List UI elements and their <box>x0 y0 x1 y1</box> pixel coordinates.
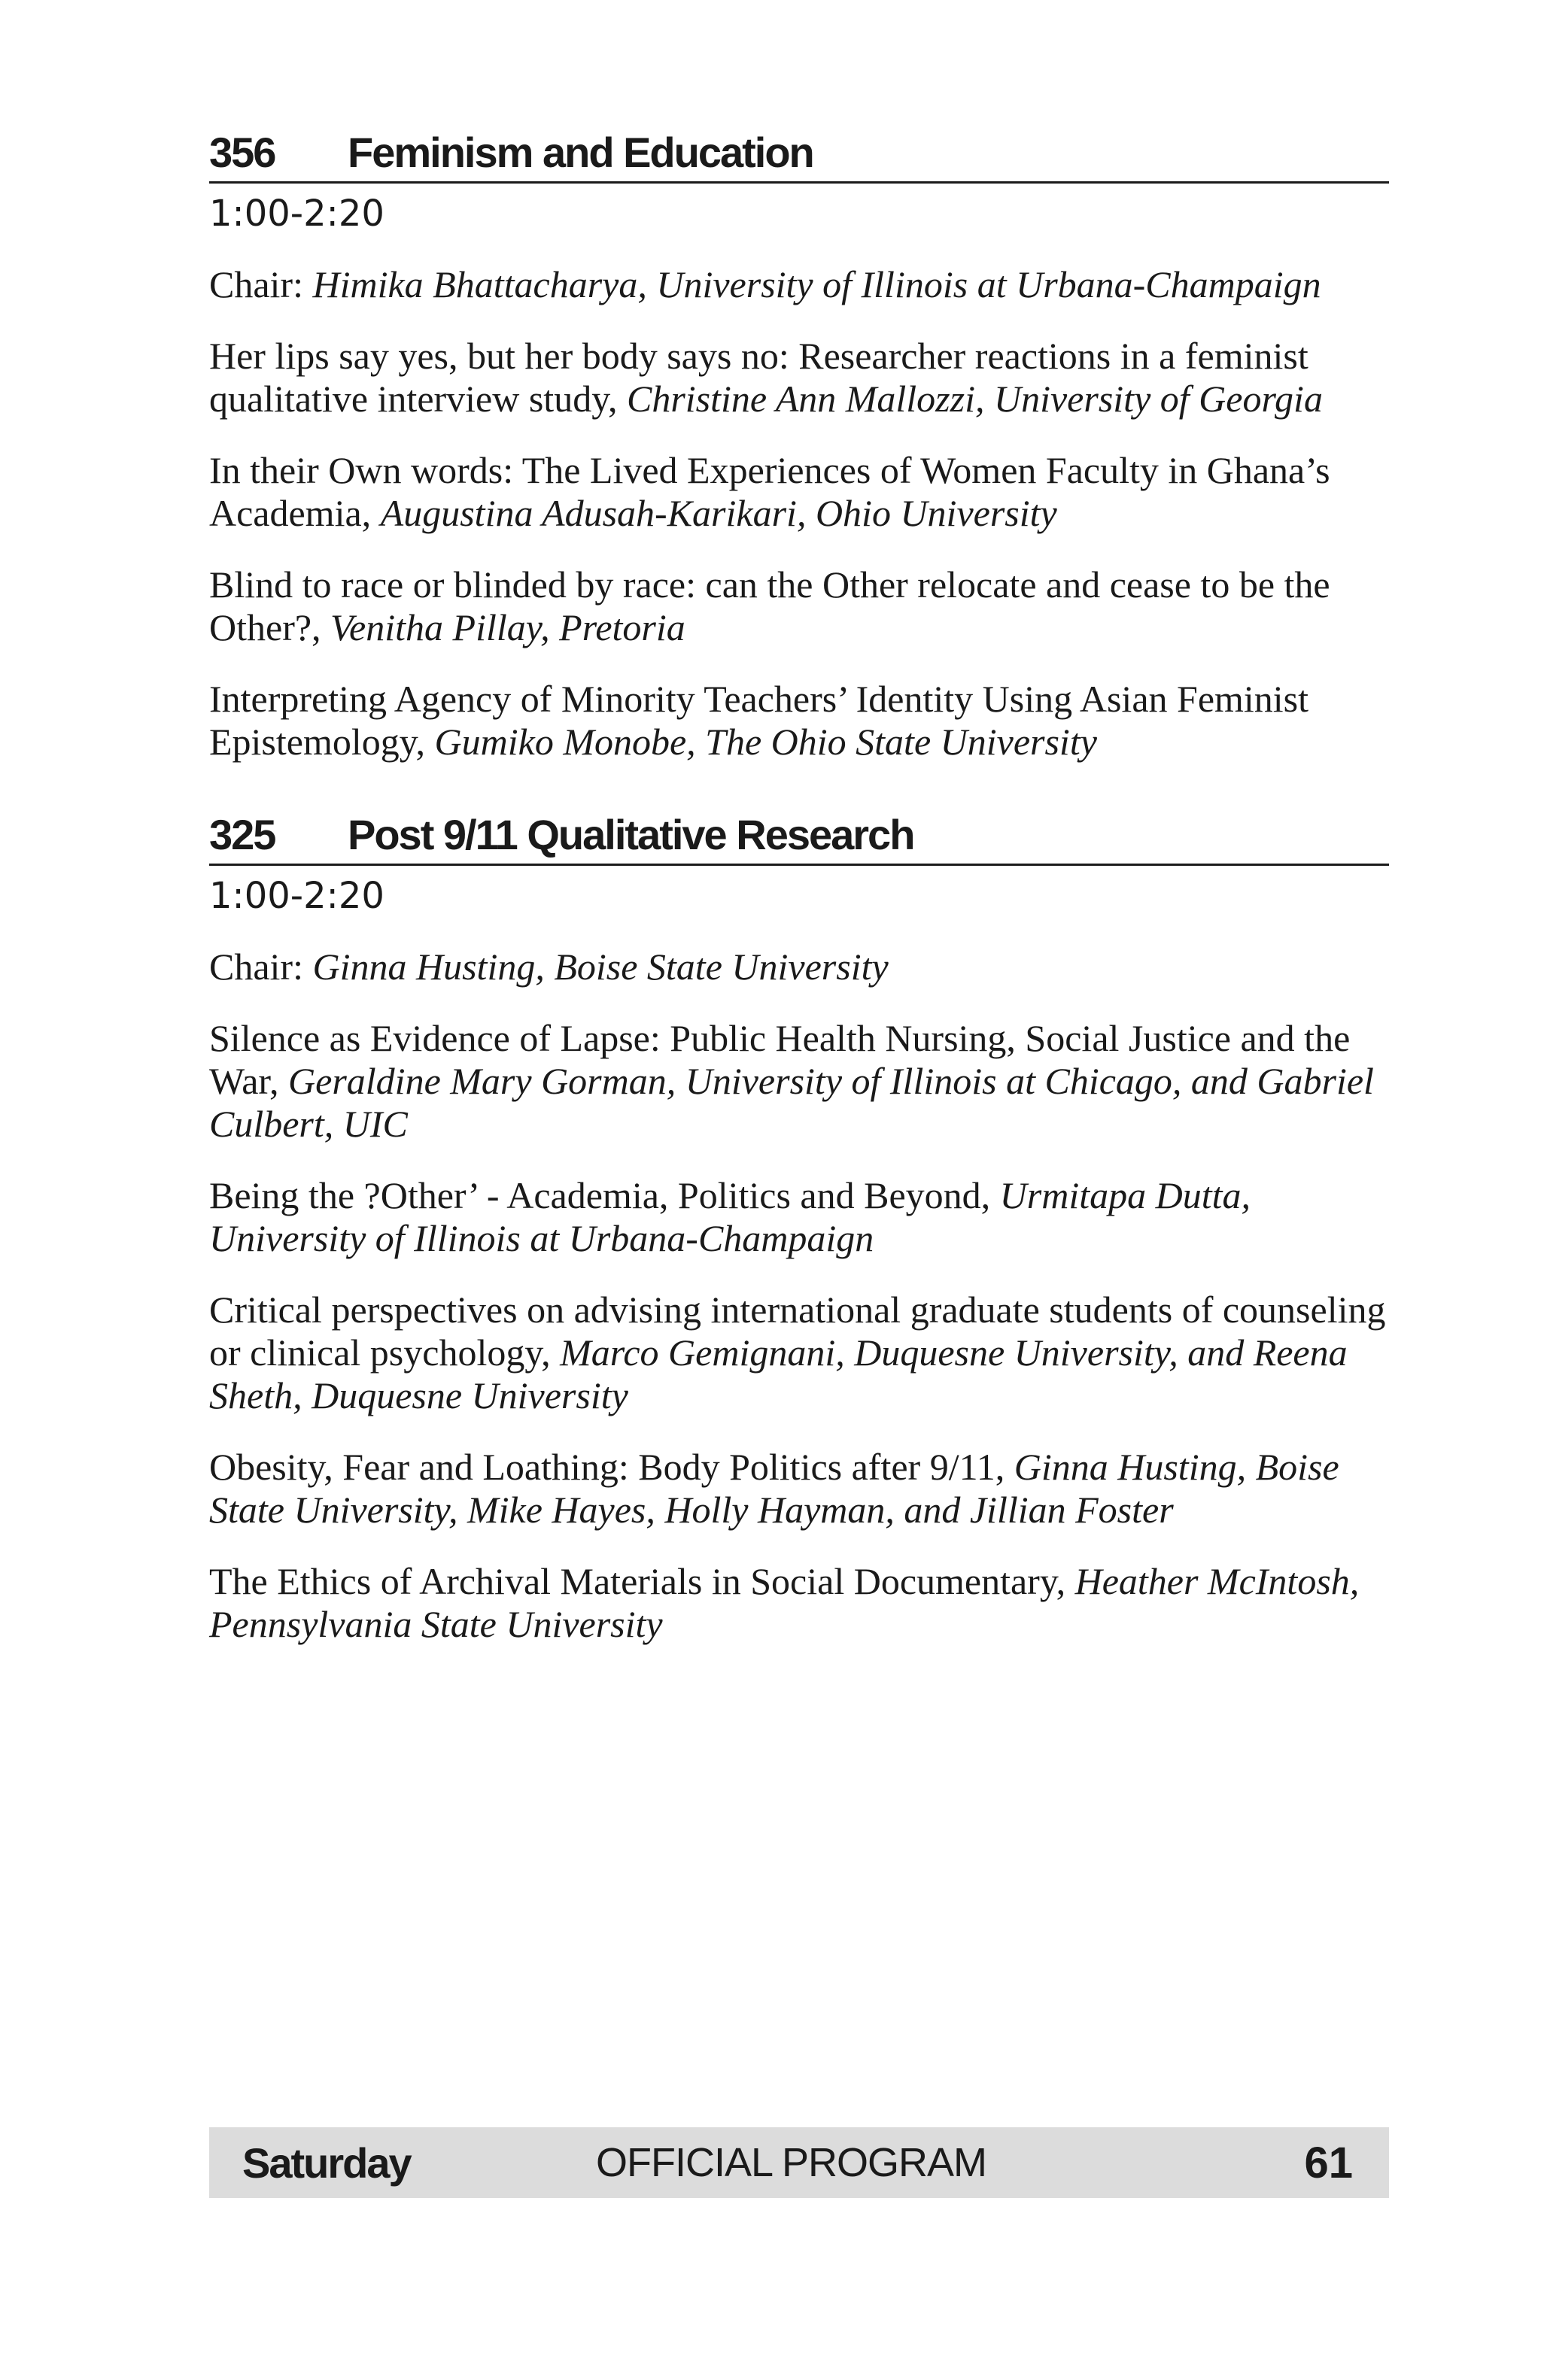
session-number: 325 <box>209 811 275 858</box>
session-chair <box>209 263 1389 306</box>
paper-entry <box>209 335 1389 420</box>
paper-author: Christine Ann Mallozzi, University of Georgia <box>626 378 1323 420</box>
paper-author: Venitha Pillay, Pretoria <box>330 606 685 648</box>
paper-entry <box>209 1446 1389 1532</box>
chair-label: Chair: <box>209 263 313 305</box>
paper-title: Interpreting Agency of Minority Teachers’ Identity Using Asian Feminist Epistemology, <box>209 678 1309 763</box>
session-chair <box>209 946 1389 988</box>
session-time: 1:00-2:20 <box>209 193 384 235</box>
page-footer <box>209 2127 1389 2198</box>
session-356 <box>209 128 1389 763</box>
session-time: 1:00-2:20 <box>209 875 384 917</box>
paper-entry <box>209 1289 1389 1417</box>
paper-entry <box>209 678 1389 763</box>
paper-entry <box>209 1017 1389 1146</box>
paper-entry <box>209 1560 1389 1646</box>
paper-title: In their Own words: The Lived Experiences of Women Faculty in Ghana’s Academia, <box>209 449 1330 534</box>
paper-title: The Ethics of Archival Materials in Social Documentary, <box>209 1560 1075 1602</box>
chair-name: Himika Bhattacharya, University of Illinois at Urbana-Champaign <box>312 263 1321 305</box>
paper-entry <box>209 563 1389 649</box>
program-page <box>209 128 1389 1692</box>
session-header <box>209 810 1389 866</box>
paper-author: Augustina Adusah-Karikari, Ohio University <box>380 492 1057 534</box>
paper-title: Obesity, Fear and Loathing: Body Politics after 9/11, <box>209 1446 1014 1488</box>
session-header <box>209 128 1389 184</box>
paper-title: Her lips say yes, but her body says no: Researcher reactions in a feminist qualitative interview study, <box>209 335 1308 420</box>
page-number: 61 <box>1304 2138 1353 2187</box>
paper-entry <box>209 449 1389 535</box>
paper-title: Being the ?Other’ - Academia, Politics and Beyond, <box>209 1174 1000 1216</box>
footer-program-title: OFFICIAL PROGRAM <box>596 2140 987 2185</box>
footer-day: Saturday <box>242 2139 411 2187</box>
session-number: 356 <box>209 129 275 176</box>
paper-author: Urmitapa Dutta, University of Illinois at Urbana-Champaign <box>209 1174 1251 1259</box>
paper-author: Heather McIntosh, Pennsylvania State University <box>209 1560 1360 1645</box>
paper-author: Gumiko Monobe, The Ohio State University <box>434 721 1097 763</box>
paper-author: Ginna Husting, Boise State University, Mike Hayes, Holly Hayman, and Jillian Foster <box>209 1446 1339 1531</box>
paper-author: Marco Gemignani, Duquesne University, and Reena Sheth, Duquesne University <box>209 1331 1348 1416</box>
paper-author: Geraldine Mary Gorman, University of Illinois at Chicago, and Gabriel Culbert, UIC <box>209 1060 1374 1145</box>
session-325 <box>209 810 1389 1646</box>
chair-label: Chair: <box>209 946 313 988</box>
paper-title: Silence as Evidence of Lapse: Public Health Nursing, Social Justice and the War, <box>209 1017 1351 1102</box>
paper-title: Blind to race or blinded by race: can the Other relocate and cease to be the Other?, <box>209 563 1330 648</box>
session-title: Post 9/11 Qualitative Research <box>348 811 914 858</box>
paper-entry <box>209 1174 1389 1260</box>
session-title: Feminism and Education <box>348 129 813 176</box>
paper-title: Critical perspectives on advising international graduate students of counseling or clinical psychology, <box>209 1289 1386 1374</box>
chair-name: Ginna Husting, Boise State University <box>312 946 889 988</box>
